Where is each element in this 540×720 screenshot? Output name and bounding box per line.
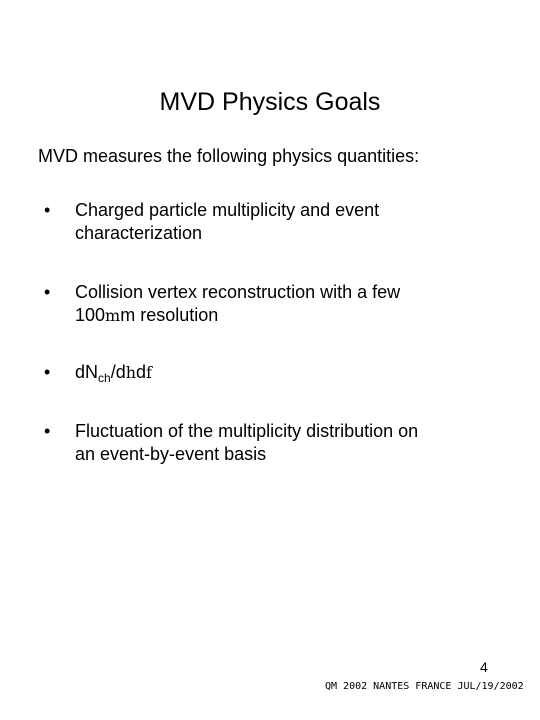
bullet-line: characterization bbox=[75, 223, 203, 243]
bullet-line-unit: m resolution bbox=[120, 305, 219, 325]
bullet-dot: • bbox=[44, 421, 51, 441]
bullet-line: Collision vertex reconstruction with a few bbox=[75, 282, 401, 302]
bullet-line-value: 100 bbox=[75, 305, 106, 325]
intro-text: MVD measures the following physics quantities: bbox=[38, 146, 420, 166]
footer-text: QM 2002 NANTES FRANCE JUL/19/2002 bbox=[325, 681, 524, 692]
bullet-text bbox=[75, 361, 484, 384]
mu-symbol: m bbox=[105, 306, 121, 325]
bullet-text bbox=[75, 199, 484, 245]
bullet-dot: • bbox=[44, 282, 51, 302]
bullet-text bbox=[75, 420, 484, 466]
bullet-line: Charged particle multiplicity and event bbox=[75, 200, 380, 220]
slide-title: MVD Physics Goals bbox=[159, 88, 381, 116]
page-number: 4 bbox=[480, 659, 488, 675]
bullet-dot: • bbox=[44, 200, 51, 220]
bullet-dot: • bbox=[44, 362, 51, 382]
eta-symbol: h bbox=[125, 363, 137, 382]
phi-symbol: f bbox=[146, 363, 152, 382]
bullet-line: Fluctuation of the multiplicity distribution on bbox=[75, 421, 419, 441]
formula-subscript: ch bbox=[98, 371, 111, 385]
bullet-line: an event-by-event basis bbox=[75, 444, 267, 464]
bullet-item-fluctuation bbox=[44, 420, 484, 466]
bullet-item-vertex bbox=[44, 281, 484, 327]
formula-part: dN bbox=[75, 362, 99, 382]
formula-part: d bbox=[136, 362, 147, 382]
bullet-item-dndeta bbox=[44, 361, 484, 384]
bullet-item-multiplicity bbox=[44, 199, 484, 245]
formula-part: /d bbox=[110, 362, 126, 382]
bullet-text bbox=[75, 281, 484, 327]
